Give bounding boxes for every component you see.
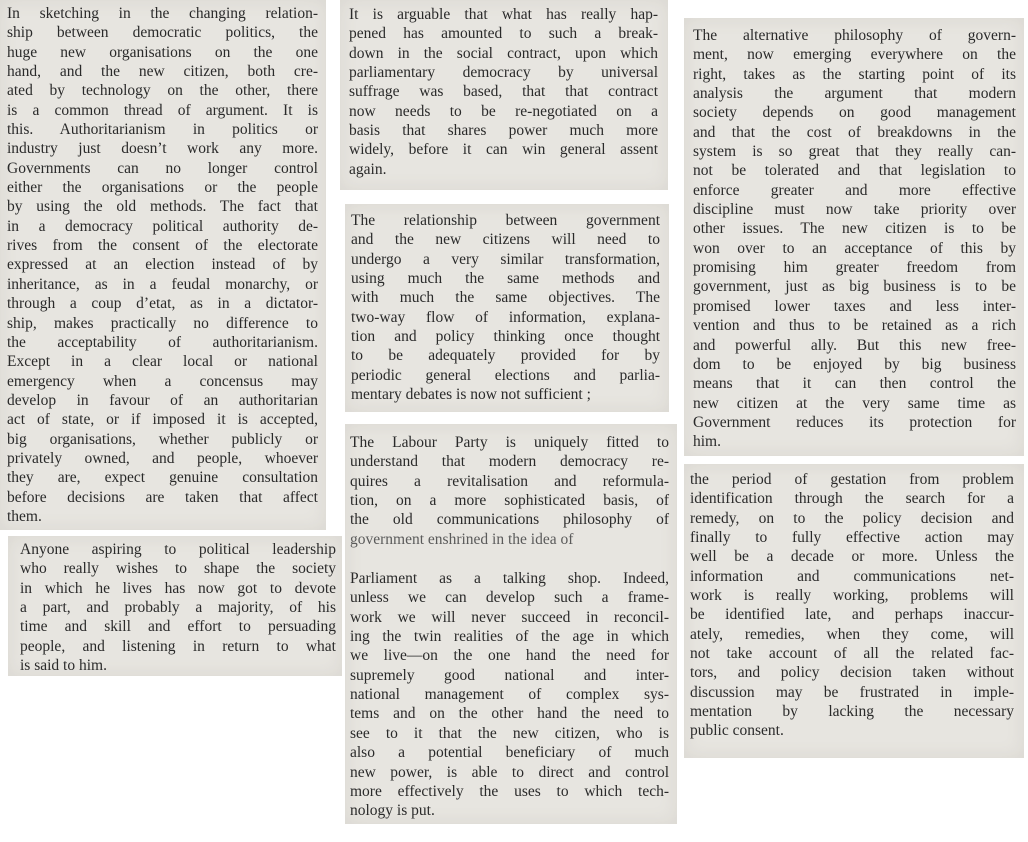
text-line: enforce greater and more effective [693,181,1016,199]
text-line: before decisions are taken that affect [7,488,318,506]
text-line: tems and on the other hand the need to [350,705,669,723]
text-line: new citizen at the very same time as [693,394,1016,412]
text-line: him. [693,433,721,451]
text-line: system is so great that they really can- [693,143,1016,161]
text-line: now needs to be re-negotiated on a [349,102,658,120]
text-line: also a potential beneficiary of much [350,744,669,762]
text-line: inheritance, as in a feudal monarchy, or [7,275,318,293]
text-line: more effectively the uses to which tech- [350,782,669,800]
text-line: them. [7,507,42,525]
text-line: and powerful ally. But this new free- [693,336,1016,354]
text-line: people, and listening in return to what [20,637,336,655]
text-line: ship between democratic politics, the [7,24,318,42]
text-line: Anyone aspiring to political leadership [20,541,336,558]
text-line: right, takes as the starting point of its [693,65,1016,83]
text-line: government enshrined in the idea of [350,530,574,548]
text-line: The Labour Party is uniquely fitted to [350,434,669,451]
text-line: mentary debates is now not sufficient ; [351,386,591,404]
text-line: ated by technology on the other, there [7,82,318,100]
text-line: promised lower taxes and less inter- [693,297,1016,315]
text-line: by using the old methods. The fact that [7,198,318,216]
text-line: and the new citizens will need to [351,231,660,249]
text-line: work we will never succeed in reconcil- [350,608,669,626]
fold-gap [350,549,669,569]
text-line: remedy, on to the policy decision and [690,509,1014,527]
text-line: expressed at an election instead of by [7,256,318,274]
text-line: The relationship between government [351,212,660,229]
text-line: won over to an acceptance of this by [693,239,1016,257]
text-line: discussion may be frustrated in imple- [690,683,1014,701]
text-line: means that it can then control the [693,375,1016,393]
text-line: suffrage was based, that that contract [349,83,658,101]
text-line: is a common thread of argument. It is [7,101,318,119]
text-line: understand that modern democracy re- [350,453,669,471]
text-line: rives from the consent of the electorate [7,237,318,255]
text-line: hand, and the new citizen, both cre- [7,63,318,81]
text-line: ment, now emerging everywhere on the [693,46,1016,64]
text-line: this. Authoritarianism in politics or [7,121,318,139]
text-line: basis that shares power much more [349,122,658,140]
text-line: time and skill and effort to persuading [20,618,336,636]
text-line: and that the cost of breakdowns in the [693,123,1016,141]
text-line: ing the twin realities of the age in which [350,628,669,646]
text-line: privately owned, and people, whoever [7,449,318,467]
text-line: information and communications net- [690,567,1014,585]
text-line: promising him greater freedom from [693,259,1016,277]
text-line: analysis the argument that modern [693,85,1016,103]
text-line: not take account of all the related fac- [690,645,1014,663]
text-line: government, just as big business is to be [693,278,1016,296]
text-line: supremely good national and inter- [350,666,669,684]
text-line: society depends on good management [693,104,1016,122]
text-line: public consent. [690,722,784,740]
text-line: huge new organisations on the one [7,43,318,61]
text-line: dom to be enjoyed by big business [693,355,1016,373]
text-line: Government reduces its protection for [693,413,1016,431]
text-line: ship, makes practically no difference to [7,314,318,332]
text-line: with much the same objectives. The [351,289,660,307]
text-line: the period of gestation from problem [690,471,1014,488]
clipping-labour-party-top [350,433,669,549]
clipping-social-contract [340,0,668,190]
text-line: tion and policy thinking once thought [351,328,660,346]
text-line: again. [349,160,387,178]
text-line: nology is put. [350,802,435,820]
text-line: in a democracy political authority de- [7,217,318,235]
text-line: to be adequately provided for by [351,347,660,365]
text-line: parliamentary democracy by universal [349,64,658,82]
text-line: industry just doesn’t work any more. [7,140,318,158]
text-line: It is arguable that what has really hap- [349,6,658,23]
text-line: identification through the search for a [690,490,1014,508]
clipping-government-citizens [345,204,669,412]
text-line: see to it that the new citizen, who is [350,724,669,742]
clipping-labour-party-bottom [350,569,669,820]
text-line: a part, and probably a majority, of his [20,599,336,617]
text-line: who really wishes to shape the society [20,560,336,578]
text-line: quires a revitalisation and reformula- [350,472,669,490]
clipping-political-leadership [8,536,342,676]
text-line: Parliament as a talking shop. Indeed, [350,570,669,588]
text-line: pened has amounted to such a break- [349,25,658,43]
text-line: not be tolerated and that legislation to [693,162,1016,180]
clipping-labour-party [345,424,677,824]
text-line: is said to him. [20,657,107,675]
text-line: The alternative philosophy of govern- [693,27,1016,44]
text-line: tors, and policy decision taken without [690,664,1014,682]
text-line: the old communications philosophy of [350,511,669,529]
text-line: discipline must now take priority over [693,201,1016,219]
text-line: undergo a very similar transformation, [351,250,660,268]
text-line: finally to fully effective action may [690,529,1014,547]
text-line: act of state, or if imposed it is accepted, [7,411,318,429]
text-line: tion, on a more sophisticated basis, of [350,492,669,510]
text-line: vention and thus to be retained as a rich [693,317,1016,335]
text-line: Except in a clear local or national [7,353,318,371]
text-line: other issues. The new citizen is to be [693,220,1016,238]
text-line: Governments can no longer control [7,159,318,177]
text-line: national management of complex sys- [350,686,669,704]
text-line: widely, before it can win general assent [349,141,658,159]
text-line: through a coup d’etat, as in a dictator- [7,295,318,313]
text-line: ately, remedies, when they come, will [690,625,1014,643]
text-line: emergency when a concensus may [7,372,318,390]
text-line: well be a decade or more. Unless the [690,548,1014,566]
text-line: develop in favour of an authoritarian [7,391,318,409]
clipping-period-of-gestation [684,464,1024,758]
text-line: be identified late, and perhaps inaccur- [690,606,1014,624]
text-line: in which he lives has now got to devote [20,579,336,597]
text-line: two-way flow of information, explana- [351,308,660,326]
clipping-alternative-philosophy [684,18,1024,456]
text-line: down in the social contract, upon which [349,44,658,62]
text-line: the acceptability of authoritarianism. [7,333,318,351]
text-line: unless we can develop such a frame- [350,589,669,607]
text-line: either the organisations or the people [7,179,318,197]
text-line: work is really working, problems will [690,587,1014,605]
text-line: we live—on the one hand the need for [350,647,669,665]
text-line: big organisations, whether publicly or [7,430,318,448]
text-line: they are, expect genuine consultation [7,469,318,487]
text-line: new power, is able to direct and control [350,763,669,781]
text-line: using much the same methods and [351,270,660,288]
clipping-authoritarianism [0,0,326,530]
text-line: periodic general elections and parlia- [351,366,660,384]
text-line: In sketching in the changing relation- [7,5,318,22]
text-line: mentation by lacking the necessary [690,703,1014,721]
